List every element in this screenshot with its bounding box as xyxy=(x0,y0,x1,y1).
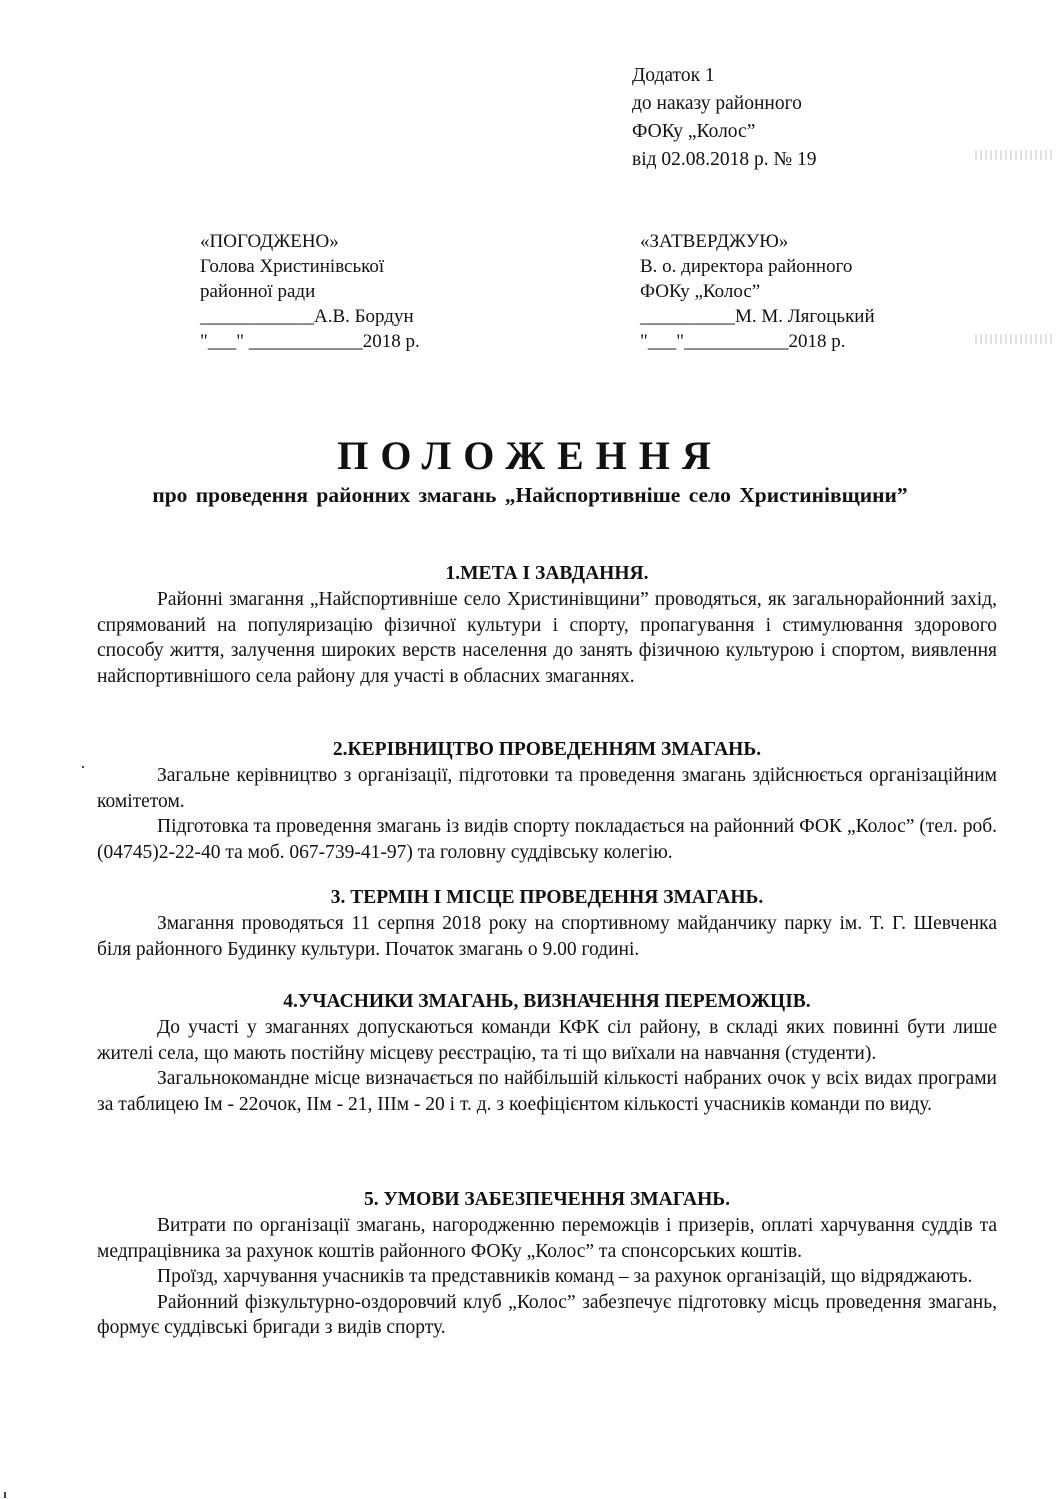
section-paragraph: Загальнокомандне місце визначається по найбільшій кількості набраних очок у всіх видах програми за таблицею Ім - 22очок, ІІм - 21, ІІІм - 20 і т. д. з коефіцієнтом кількості учасників команди по виду. xyxy=(97,1068,997,1115)
annex-line: ФОКу „Колос” xyxy=(632,121,756,142)
section-heading: 2.КЕРІВНИЦТВО ПРОВЕДЕННЯМ ЗМАГАНЬ. xyxy=(332,739,762,760)
section-management xyxy=(97,737,997,865)
section-goals xyxy=(97,561,997,689)
approved-line: "___"___________2018 р. xyxy=(640,331,846,352)
document-subtitle: про проведення районних змагань „Найспортивніше село Христинівщини” xyxy=(152,483,908,507)
section-paragraph: Підготовка та проведення змагань із видів спорту покладається на районний ФОК „Колос” (тел. роб. (04745)2-22-40 та моб. 067-739-41-97) та головну суддівську колегію. xyxy=(97,816,997,863)
section-heading: 4.УЧАСНИКИ ЗМАГАНЬ, ВИЗНАЧЕННЯ ПЕРЕМОЖЦІВ. xyxy=(283,991,811,1012)
agreed-line: Голова Христинівської xyxy=(200,256,385,277)
section-paragraph: Районні змагання „Найспортивніше село Христинівщини” проводяться, як загальнорайонний захід, спрямований на популяризацію фізичної культури і спорту, пропагування і стимулювання здорового способу життя, залучення широких верств населення до занять фізичною культурою і спортом, виявлення найспортивнішого села району для участі в обласних змаганнях. xyxy=(97,589,997,687)
scan-speck xyxy=(4,1492,6,1498)
section-paragraph: Районний фізкультурно-оздоровчий клуб „Колос” забезпечує підготовку місць проведення змагань, формує суддівські бригади з видів спорту. xyxy=(97,1291,997,1338)
section-provision xyxy=(97,1187,997,1341)
section-participants xyxy=(97,989,997,1117)
scan-noise xyxy=(975,150,1055,160)
section-heading: 1.МЕТА І ЗАВДАННЯ. xyxy=(445,563,649,584)
approved-line: В. о. директора районного xyxy=(640,256,853,277)
approved-line: «ЗАТВЕРДЖУЮ» xyxy=(640,231,789,252)
approved-line: __________М. М. Лягоцький xyxy=(640,306,875,327)
agreed-block xyxy=(200,229,420,354)
annex-block xyxy=(632,62,817,174)
approved-line: ФОКу „Колос” xyxy=(640,281,761,302)
annex-line: до наказу районного xyxy=(632,93,802,114)
approved-block xyxy=(640,229,875,354)
section-time-place xyxy=(97,885,997,962)
annex-line: від 02.08.2018 р. № 19 xyxy=(632,149,817,170)
section-heading: 5. УМОВИ ЗАБЕЗПЕЧЕННЯ ЗМАГАНЬ. xyxy=(363,1189,731,1210)
section-paragraph: Змагання проводяться 11 серпня 2018 року на спортивному майданчику парку ім. Т. Г. Шевченка біля районного Будинку культури. Початок змагань о 9.00 годині. xyxy=(97,913,997,960)
section-paragraph: Проїзд, харчування учасників та представників команд – за рахунок організацій, що відряджають. xyxy=(157,1266,973,1287)
section-paragraph: Витрати по організації змагань, нагородженню переможців і призерів, оплаті харчування суддів та медпрацівника за рахунок коштів районного ФОКу „Колос” та спонсорських коштів. xyxy=(97,1215,997,1262)
annex-line: Додаток 1 xyxy=(632,65,715,86)
agreed-line: "___" ____________2018 р. xyxy=(200,331,420,352)
section-heading: 3. ТЕРМІН І МІСЦЕ ПРОВЕДЕННЯ ЗМАГАНЬ. xyxy=(330,887,764,908)
section-paragraph: Загальне керівництво з організації, підготовки та проведення змагань здійснюється організаційним комітетом. xyxy=(97,765,997,812)
scan-noise xyxy=(975,334,1055,344)
agreed-line: «ПОГОДЖЕНО» xyxy=(200,231,339,252)
agreed-line: ____________А.В. Бордун xyxy=(200,306,414,327)
agreed-line: районної ради xyxy=(200,281,316,302)
scan-speck xyxy=(82,766,84,768)
section-paragraph: До участі у змаганнях допускаються команди КФК сіл району, в складі яких повинні бути лише жителі села, що мають постійну місцеву реєстрацію, та ті що виїхали на навчання (студенти). xyxy=(97,1017,997,1064)
document-title: ПОЛОЖЕННЯ xyxy=(337,433,723,478)
